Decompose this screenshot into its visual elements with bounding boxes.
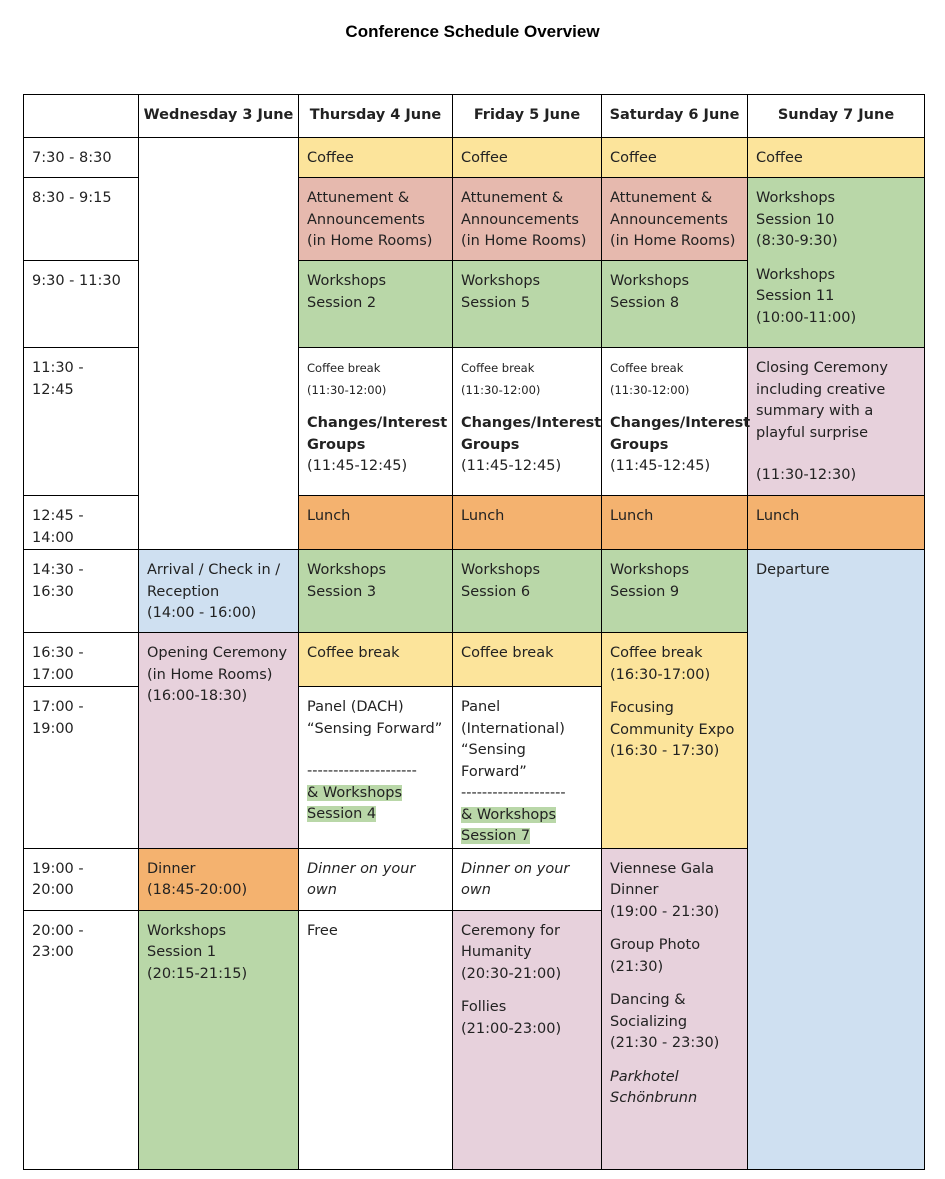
time-slot: 8:30 - 9:15 bbox=[24, 178, 139, 261]
time-slot: 12:45 - 14:00 bbox=[24, 496, 139, 550]
schedule-cell: Closing Ceremony including creative summary with a playful surprise (11:30-12:30) bbox=[748, 348, 925, 496]
schedule-cell: Coffee break (16:30-17:00) Focusing Community Expo (16:30 - 17:30) bbox=[602, 633, 748, 849]
time-slot: 17:00 - 19:00 bbox=[24, 687, 139, 849]
schedule-cell: Panel (International) “Sensing Forward” -------------------- & Workshops Session 7 bbox=[453, 687, 602, 849]
schedule-cell: Arrival / Check in / Reception (14:00 - 16:00) bbox=[139, 550, 299, 633]
page-title: Conference Schedule Overview bbox=[345, 22, 600, 41]
schedule-cell: Coffee break bbox=[299, 633, 453, 687]
schedule-cell: Coffee bbox=[748, 138, 925, 178]
time-slot: 14:30 - 16:30 bbox=[24, 550, 139, 633]
schedule-cell: Workshops Session 9 bbox=[602, 550, 748, 633]
schedule-table bbox=[23, 94, 925, 1170]
table-row bbox=[24, 138, 925, 178]
day-header: Thursday 4 June bbox=[299, 95, 453, 138]
schedule-cell: Workshops Session 5 bbox=[453, 261, 602, 348]
table-row bbox=[24, 550, 925, 633]
schedule-cell: Lunch bbox=[748, 496, 925, 550]
schedule-cell: Panel (DACH) “Sensing Forward” --------------------- & Workshops Session 4 bbox=[299, 687, 453, 849]
schedule-cell: Lunch bbox=[602, 496, 748, 550]
header-row bbox=[24, 95, 925, 138]
time-slot: 11:30 - 12:45 bbox=[24, 348, 139, 496]
schedule-cell: Ceremony for Humanity (20:30-21:00) Follies (21:00-23:00) bbox=[453, 910, 602, 1169]
time-slot: 9:30 - 11:30 bbox=[24, 261, 139, 348]
schedule-cell: Workshops Session 1 (20:15-21:15) bbox=[139, 910, 299, 1169]
schedule-cell: Free bbox=[299, 910, 453, 1169]
schedule-cell: Coffee break bbox=[453, 633, 602, 687]
schedule-cell: Lunch bbox=[453, 496, 602, 550]
time-slot: 16:30 - 17:00 bbox=[24, 633, 139, 687]
schedule-cell: Coffee bbox=[299, 138, 453, 178]
schedule-cell: Attunement & Announcements (in Home Rooms) bbox=[453, 178, 602, 261]
time-slot: 7:30 - 8:30 bbox=[24, 138, 139, 178]
schedule-cell: Lunch bbox=[299, 496, 453, 550]
schedule-cell: Coffee bbox=[453, 138, 602, 178]
schedule-cell: Coffee break (11:30-12:00) Changes/Interest Groups (11:45-12:45) bbox=[453, 348, 602, 496]
schedule-cell: Viennese Gala Dinner (19:00 - 21:30) Group Photo (21:30) Dancing & Socializing (21:30 - 23:30) Parkhotel Schönbrunn bbox=[602, 848, 748, 1169]
day-header: Friday 5 June bbox=[453, 95, 602, 138]
time-slot: 20:00 - 23:00 bbox=[24, 910, 139, 1169]
schedule-cell: Workshops Session 3 bbox=[299, 550, 453, 633]
schedule-cell: Dinner on your own bbox=[299, 848, 453, 910]
schedule-cell: Departure bbox=[748, 550, 925, 1170]
schedule-cell: Coffee break (11:30-12:00) Changes/Interest Groups (11:45-12:45) bbox=[299, 348, 453, 496]
time-slot: 19:00 - 20:00 bbox=[24, 848, 139, 910]
schedule-cell: Coffee break (11:30-12:00) Changes/Interest Groups (11:45-12:45) bbox=[602, 348, 748, 496]
schedule-cell: Workshops Session 8 bbox=[602, 261, 748, 348]
schedule-cell: Dinner (18:45-20:00) bbox=[139, 848, 299, 910]
schedule-cell: Attunement & Announcements (in Home Rooms) bbox=[299, 178, 453, 261]
schedule-cell: Attunement & Announcements (in Home Rooms) bbox=[602, 178, 748, 261]
schedule-cell: Dinner on your own bbox=[453, 848, 602, 910]
schedule-cell: Workshops Session 2 bbox=[299, 261, 453, 348]
schedule-cell: Coffee bbox=[602, 138, 748, 178]
schedule-cell: Workshops Session 10 (8:30-9:30) Workshops Session 11 (10:00-11:00) bbox=[748, 178, 925, 348]
schedule-cell: Workshops Session 6 bbox=[453, 550, 602, 633]
day-header: Sunday 7 June bbox=[748, 95, 925, 138]
day-header: Wednesday 3 June bbox=[139, 95, 299, 138]
schedule-cell: Opening Ceremony (in Home Rooms) (16:00-18:30) bbox=[139, 633, 299, 849]
corner-cell bbox=[24, 95, 139, 138]
day-header: Saturday 6 June bbox=[602, 95, 748, 138]
empty-cell bbox=[139, 138, 299, 550]
